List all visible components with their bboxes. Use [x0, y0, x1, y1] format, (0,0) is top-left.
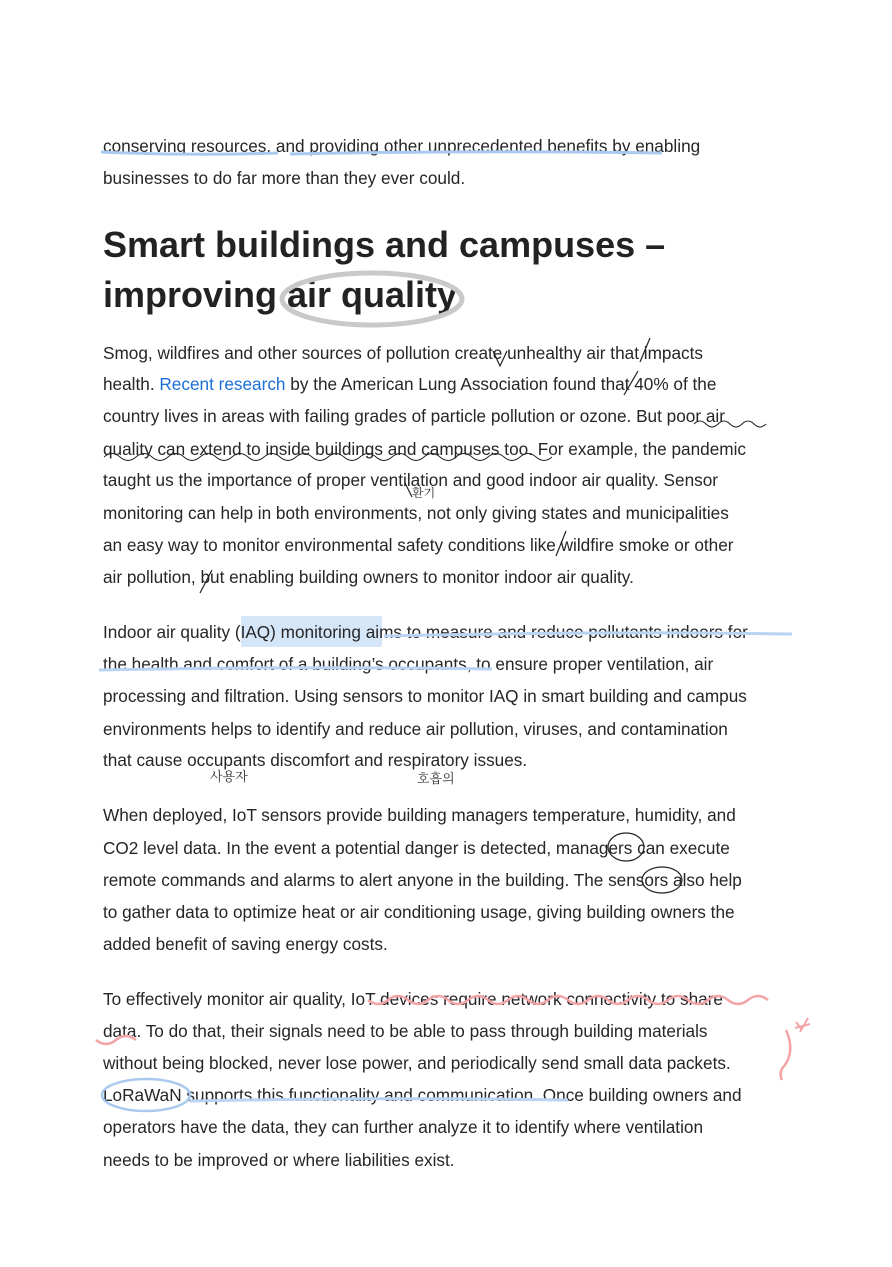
p1-line-8: air pollution, but enabling building owners to monitor indoor air quality. [103, 567, 634, 587]
intro-line-1: conserving resources, and providing other unprecedented benefits by enabling [103, 136, 701, 156]
p4-line-6: needs to be improved or where liabilities exist. [103, 1150, 455, 1170]
p2-line-3: processing and filtration. Using sensors to monitor IAQ in smart building and campus [103, 686, 747, 706]
p3-line-4: to gather data to optimize heat or air conditioning usage, giving building owners the [103, 902, 735, 922]
p3-line-3: remote commands and alarms to alert anyone in the building. The sensors also help [103, 870, 742, 890]
p1-line-2: health. Recent research by the American Lung Association found that 40% of the [103, 374, 717, 394]
red-margin-star [795, 1018, 810, 1032]
p1-line-7: an easy way to monitor environmental safety conditions like wildfire smoke or other [103, 535, 734, 555]
p4-line-5: operators have the data, they can further analyze it to identify where ventilation [103, 1117, 704, 1137]
p3-line-1: When deployed, IoT sensors provide building managers temperature, humidity, and [103, 805, 736, 825]
p1-line-5: taught us the importance of proper ventilation and good indoor air quality. Sensor [103, 470, 718, 490]
p4-line-3: without being blocked, never lose power, and periodically send small data packets. [103, 1053, 731, 1073]
p2-line-4: environments helps to identify and reduce air pollution, viruses, and contamination [103, 719, 728, 739]
p4-line-4: LoRaWaN supports this functionality and communication. Once building owners and [103, 1085, 742, 1105]
recent-research-link[interactable]: Recent research [159, 374, 286, 394]
occupants-note: 사용자 [210, 770, 248, 785]
respiratory-note: 호흡의 [417, 772, 455, 787]
p2-line-2: the health and comfort of a building’s occupants, to ensure proper ventilation, air [103, 654, 714, 674]
p1-line-3: country lives in areas with failing grades of particle pollution or ozone. But poor air [103, 406, 725, 426]
p3-line-5: added benefit of saving energy costs. [103, 934, 388, 954]
p4-line-1: To effectively monitor air quality, IoT devices require network connectivity to share [103, 989, 723, 1009]
p4-line-2: data. To do that, their signals need to be able to pass through building materials [103, 1021, 708, 1041]
p2-line-1: Indoor air quality (IAQ) monitoring aims to measure and reduce pollutants indoors for [103, 622, 748, 642]
p1-line-6: monitoring can help in both environments, not only giving states and municipalities [103, 503, 729, 523]
ventilation-note: 환기 [412, 486, 436, 500]
p1-line-4: quality can extend to inside buildings and campuses too. For example, the pandemic [103, 439, 747, 459]
p1-line-1: Smog, wildfires and other sources of pollution create unhealthy air that impacts [103, 343, 703, 363]
p2-line-5: that cause occupants discomfort and respiratory issues. [103, 750, 528, 770]
red-margin-bracket [781, 1030, 791, 1080]
section-heading-line-2: improving air quality [103, 274, 458, 315]
intro-line-2: businesses to do far more than they ever could. [103, 168, 466, 188]
section-heading-line-1: Smart buildings and campuses – [103, 224, 666, 265]
p3-line-2: CO2 level data. In the event a potential danger is detected, managers can execute [103, 838, 730, 858]
